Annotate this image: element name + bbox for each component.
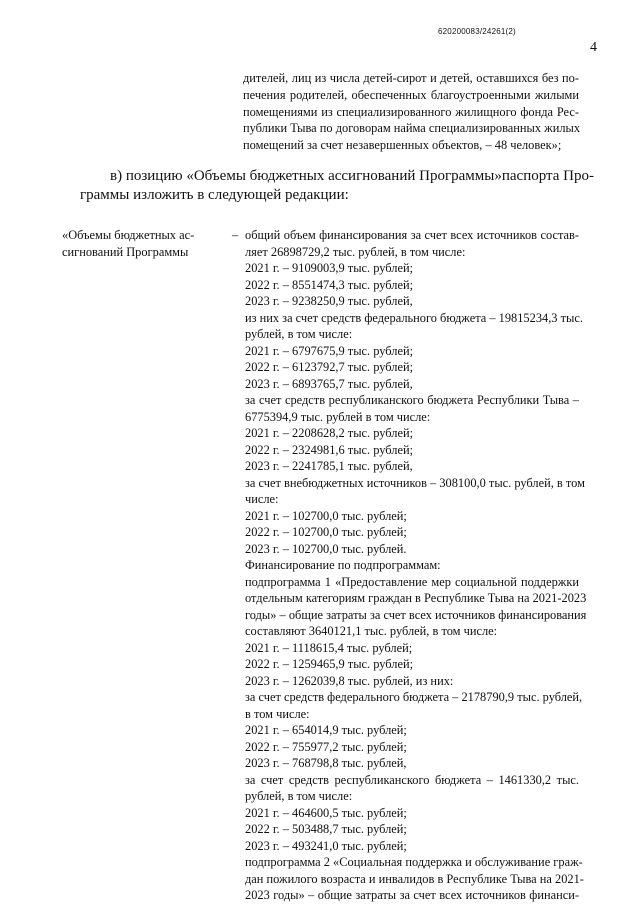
table-right-line: в том числе: [245, 706, 310, 721]
table-right-line: 2023 г. – 768798,8 тыс. рублей, [245, 756, 407, 770]
intro-line: печения родителей, обеспеченных благоустроенными жилыми [243, 87, 579, 102]
document-id: 620200083/24261(2) [438, 27, 516, 36]
table-right-line: 2021 г. – 464600,5 тыс. рублей; [245, 805, 407, 820]
table-right-line: за счет внебюджетных источников – 308100,0 тыс. рублей, в том [245, 475, 585, 490]
table-right-line: числе: [245, 492, 279, 506]
table-right-line: ляет 26898729,2 тыс. рублей, в том числе: [245, 244, 466, 259]
table-right-line: 2021 г. – 6797675,9 тыс. рублей; [245, 343, 414, 358]
table-right-line: 2022 г. – 1259465,9 тыс. рублей; [245, 657, 414, 671]
table-right-line: 2021 г. – 1118615,4 тыс. рублей; [245, 640, 413, 655]
intro-line: дителей, лиц из числа детей-сирот и детей, оставшихся без по- [243, 71, 579, 85]
table-right-line: рублей, в том числе: [245, 789, 353, 803]
table-right-line: 2022 г. – 6123792,7 тыс. рублей; [245, 360, 414, 374]
table-left-line: сигнований Программы [62, 244, 189, 259]
table-right-line: 2023 г. – 493241,0 тыс. рублей; [245, 838, 407, 853]
table-right-line: 2022 г. – 102700,0 тыс. рублей; [245, 525, 407, 539]
table-right-line: за счет средств федерального бюджета – 2178790,9 тыс. рублей, [245, 690, 583, 704]
table-right-line: Финансирование по подпрограммам: [245, 558, 441, 572]
intro-line: помещениями из специализированного жилищного фонда Рес- [243, 104, 579, 119]
table-right-line: 6775394,9 тыс. рублей в том числе: [245, 409, 431, 424]
intro-text-block [243, 70, 579, 154]
table-right-line: подпрограмма 1 «Предоставление мер социальной поддержки [245, 574, 579, 589]
table-right-line: из них за счет средств федерального бюджета – 19815234,3 тыс. [245, 310, 583, 325]
table-right-line: 2021 г. – 102700,0 тыс. рублей; [245, 508, 407, 523]
paragraph-line: в) позицию «Объемы бюджетных ассигнований Программы»паспорта Про- [110, 168, 594, 184]
table-right-line: 2022 г. – 503488,7 тыс. рублей; [245, 822, 407, 836]
intro-line: помещений за счет незавершенных объектов, – 48 человек»; [243, 138, 562, 153]
table-right-line: составляют 3640121,1 тыс. рублей, в том числе: [245, 624, 498, 638]
table-right-line: за счет средств республиканского бюджета Республики Тыва – [245, 393, 579, 407]
table-left-cell [62, 227, 232, 260]
table-right-line: годы» – общие затраты за счет всех источников финансирования [245, 607, 587, 622]
table-left-line: «Объемы бюджетных ас- [62, 228, 195, 242]
table-right-line: 2022 г. – 2324981,6 тыс. рублей; [245, 442, 414, 457]
table-right-line: 2023 г. – 1262039,8 тыс. рублей, из них: [245, 673, 454, 688]
table-right-line: 2023 годы» – общие затраты за счет всех источников финанси- [245, 888, 579, 902]
table-right-line: рублей, в том числе: [245, 327, 353, 341]
paragraph-line: граммы изложить в следующей редакции: [80, 186, 349, 203]
table-right-line: 2021 г. – 9109003,9 тыс. рублей; [245, 261, 414, 275]
table-right-line: 2023 г. – 2241785,1 тыс. рублей, [245, 459, 413, 473]
table-right-line: дан пожилого возраста и инвалидов в Республике Тыва на 2021- [245, 871, 584, 886]
table-right-line: отдельным категориям граждан в Республике Тыва на 2021-2023 [245, 591, 587, 605]
table-right-line: 2023 г. – 6893765,7 тыс. рублей, [245, 376, 413, 391]
table-right-line: 2021 г. – 2208628,2 тыс. рублей; [245, 426, 414, 440]
table-right-line: общий объем финансирования за счет всех источников состав- [245, 228, 579, 242]
intro-line: публики Тыва по договорам найма специализированных жилых [243, 121, 581, 136]
table-right-line: 2023 г. – 9238250,9 тыс. рублей, [245, 294, 413, 308]
table-right-line: 2021 г. – 654014,9 тыс. рублей; [245, 723, 407, 737]
table-right-line: 2022 г. – 755977,2 тыс. рублей; [245, 739, 407, 754]
table-right-line: 2022 г. – 8551474,3 тыс. рублей; [245, 277, 414, 292]
page-number: 4 [590, 40, 597, 55]
table-right-line: за счет средств республиканского бюджета – 1461330,2 тыс. [245, 772, 579, 787]
table-right-line: 2023 г. – 102700,0 тыс. рублей. [245, 541, 407, 556]
instruction-paragraph [80, 167, 594, 204]
table-right-line: подпрограмма 2 «Социальная поддержка и обслуживание граж- [245, 855, 583, 869]
table-right-cell [245, 227, 587, 904]
table-dash: – [232, 228, 239, 242]
